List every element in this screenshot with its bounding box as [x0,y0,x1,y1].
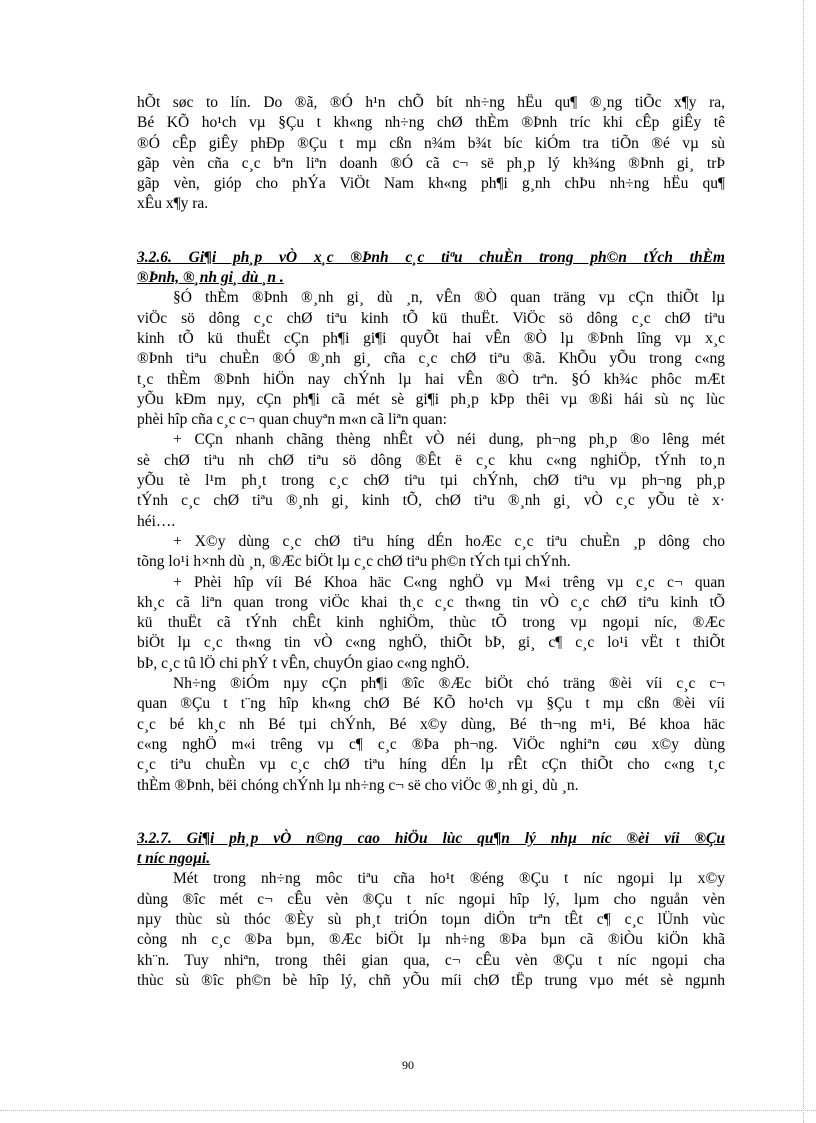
spacer [137,796,725,829]
text-line: Mét trong nh÷ng môc tiªu cña ho¹t ®éng ®Çu t níc ngoµi lµ x©y [173,870,725,888]
text-line: dùng ®îc mét c¬ cÊu vèn ®Çu t níc ngoµi hîp lý, lµm cho nguån vèn [137,890,725,908]
text-line: Nh÷ng ®iÓm nµy cÇn ph¶i ®îc ®Æc biÖt chó träng ®èi víi c¸c c¬ [173,675,725,693]
paragraph-3-2-6-body [137,288,725,430]
heading-line: 3.2.7. Gi¶i ph¸p vÒ n©ng cao hiÖu lùc qu¶n lý nhµ níc ®èi víi ®Çu [137,829,725,847]
text-line: héi…. [137,512,176,530]
text-line: yÕu kÐm nµy, cÇn ph¶i cã mét sè gi¶i ph¸p kÞp thêi vµ ®ßi hái sù nç lùc [137,390,725,408]
text-line: gãp vèn cña c¸c bªn liªn doanh ®Ó cã c¬ së ph¸p lý kh¾ng ®Þnh gi¸ trÞ [137,154,725,172]
text-line: bÞ, c¸c tû lÖ chi phÝ t vÊn, chuyÓn giao c«ng nghÖ. [137,654,470,672]
text-line: gãp vèn, gióp cho phÝa ViÖt Nam kh«ng ph¶i g¸nh chÞu nh÷ng hËu qu¶ [137,175,725,193]
text-line: biÖt lµ c¸c th«ng tin vÒ c«ng nghÖ, thiÕt bÞ, gi¸ c¶ c¸c lo¹i vËt t thiÕt [137,634,725,652]
text-line: + Phèi hîp víi Bé Khoa häc C«ng nghÖ vµ M«i trêng vµ c¸c c¬ quan [173,573,725,591]
page-border-right [803,0,804,1123]
text-line: tÝnh c¸c chØ tiªu ®¸nh gi¸ kinh tÕ, chØ tiªu ®¸nh gi¸ vÒ c¸c yÕu tè x· [137,492,725,510]
page-border-bottom [0,1110,816,1111]
text-line: viÖc sö dông c¸c chØ tiªu kinh tÕ kü thuËt. ViÖc sö dông c¸c chØ tiªu [137,309,725,327]
paragraph-3-2-7 [137,869,725,991]
text-line: phèi hîp cña c¸c c¬ quan chuyªn m«n cã liªn quan: [137,411,447,429]
text-line: + X©y dùng c¸c chØ tiªu híng dÉn hoÆc c¸c tiªu chuÈn ¸p dông cho [173,532,725,550]
text-line: kh¨n. Tuy nhiªn, trong thêi gian qua, c¬ cÊu vèn ®Çu t níc ngoµi cha [137,951,725,969]
paragraph-3-2-6-end [137,674,725,796]
text-line: t¸c thÈm ®Þnh hiÖn nay chÝnh lµ hai vÊn ®Ò trªn. §Ó kh¾c phôc mÆt [137,370,725,388]
text-line: thùc sù ®îc ph©n bè hîp lý, chñ yÕu míi chØ tËp trung vµo mét sè ngµnh [137,971,725,989]
bullet-item-3 [137,573,725,674]
text-line: còng nh c¸c ®Þa bµn, ®Æc biÖt lµ nh÷ng ®Þa bµn cã ®iÒu kiÖn khã [137,931,725,949]
text-line: yÕu tè l¹m ph¸t trong c¸c chØ tiªu tµi chÝnh, chØ tiªu vµ ph¬ng ph¸p [137,472,725,490]
heading-line: t níc ngoµi. [137,850,211,868]
text-line: kh¸c cã liªn quan trong viÖc khai th¸c c¸c th«ng tin vÒ c¸c chØ tiªu kinh tÕ [137,593,725,611]
body-text [137,93,725,991]
bullet-item-1 [137,430,725,531]
text-line: c¸c tiªu chuÈn vµ c¸c chØ tiªu híng dÉn lµ rÊt cÇn thiÕt cho c«ng t¸c [137,756,725,774]
text-line: thÈm ®Þnh, bëi chóng chÝnh lµ nh÷ng c¬ së cho viÖc ®¸nh gi¸ dù ¸n. [137,776,579,794]
text-line: kü thuËt cã tÝnh chÊt kinh nghiÖm, thùc tÕ trong vµ ngoµi níc, ®Æc [137,614,725,632]
text-line: c«ng nghÖ m«i trêng vµ c¶ c¸c ®Þa ph¬ng. ViÖc nghiªn cøu x©y dùng [137,735,725,753]
spacer [137,215,725,248]
text-line: Bé KÕ ho¹ch vµ §Çu t kh«ng nh÷ng chØ thÈm ®Þnh tríc khi cÊp giÊy tê [137,114,725,132]
text-line: nµy thùc sù thóc ®Èy sù ph¸t triÓn toµn diÖn trªn tÊt c¶ c¸c lÜnh vùc [137,910,725,928]
text-line: hÕt søc to lín. Do ®ã, ®Ó h¹n chÕ bít nh÷ng hËu qu¶ ®¸ng tiÕc x¶y ra, [137,94,725,111]
text-line: ®Þnh tiªu chuÈn ®Ó ®¸nh gi¸ cña c¸c chØ tiªu ®ã. KhÕu yÕu trong c«ng [137,350,725,368]
heading-line: 3.2.6. Gi¶i ph¸p vÒ x¸c ®Þnh c¸c tiªu chuÈn trong ph©n tÝch thÈm [137,248,725,266]
text-line: c¸c bé kh¸c nh Bé tµi chÝnh, Bé x©y dùng, Bé th¬ng m¹i, Bé khoa häc [137,715,725,733]
bullet-item-2 [137,532,725,573]
paragraph-intro [137,93,725,215]
page-number: 90 [402,1058,414,1072]
text-line: xÊu x¶y ra. [137,195,209,213]
text-line: + CÇn nhanh chãng thèng nhÊt vÒ néi dung, ph¬ng ph¸p ®o lêng mét [173,431,725,449]
text-line: §Ó thÈm ®Þnh ®¸nh gi¸ dù ¸n, vÊn ®Ò quan träng vµ cÇn thiÕt lµ [173,289,725,307]
text-line: sè chØ tiªu nh chØ tiªu sö dông ®Êt ë c¸c khu c«ng nghiÖp, tÝnh to¸n [137,451,725,469]
text-line: kinh tÕ kü thuËt cÇn ph¶i gi¶i quyÕt hai vÊn ®Ò lµ ®Þnh lîng vµ x¸c [137,329,725,347]
text-line: tõng lo¹i h×nh dù ¸n, ®Æc biÖt lµ c¸c chØ tiªu ph©n tÝch tµi chÝnh. [137,553,571,571]
section-heading-3-2-7 [137,829,725,870]
heading-line: ®Þnh, ®¸nh gi¸ dù ¸n . [137,269,284,287]
section-heading-3-2-6 [137,248,725,289]
text-line: ®Ó cÊp giÊy phÐp ®Çu t mµ cßn n¾m b¾t bíc kiÓm tra tiÕn ®é vµ sù [137,134,725,152]
text-line: quan ®Çu t t¨ng hîp kh«ng chØ Bé KÕ ho¹ch vµ §Çu t mµ cßn ®èi víi [137,695,725,713]
